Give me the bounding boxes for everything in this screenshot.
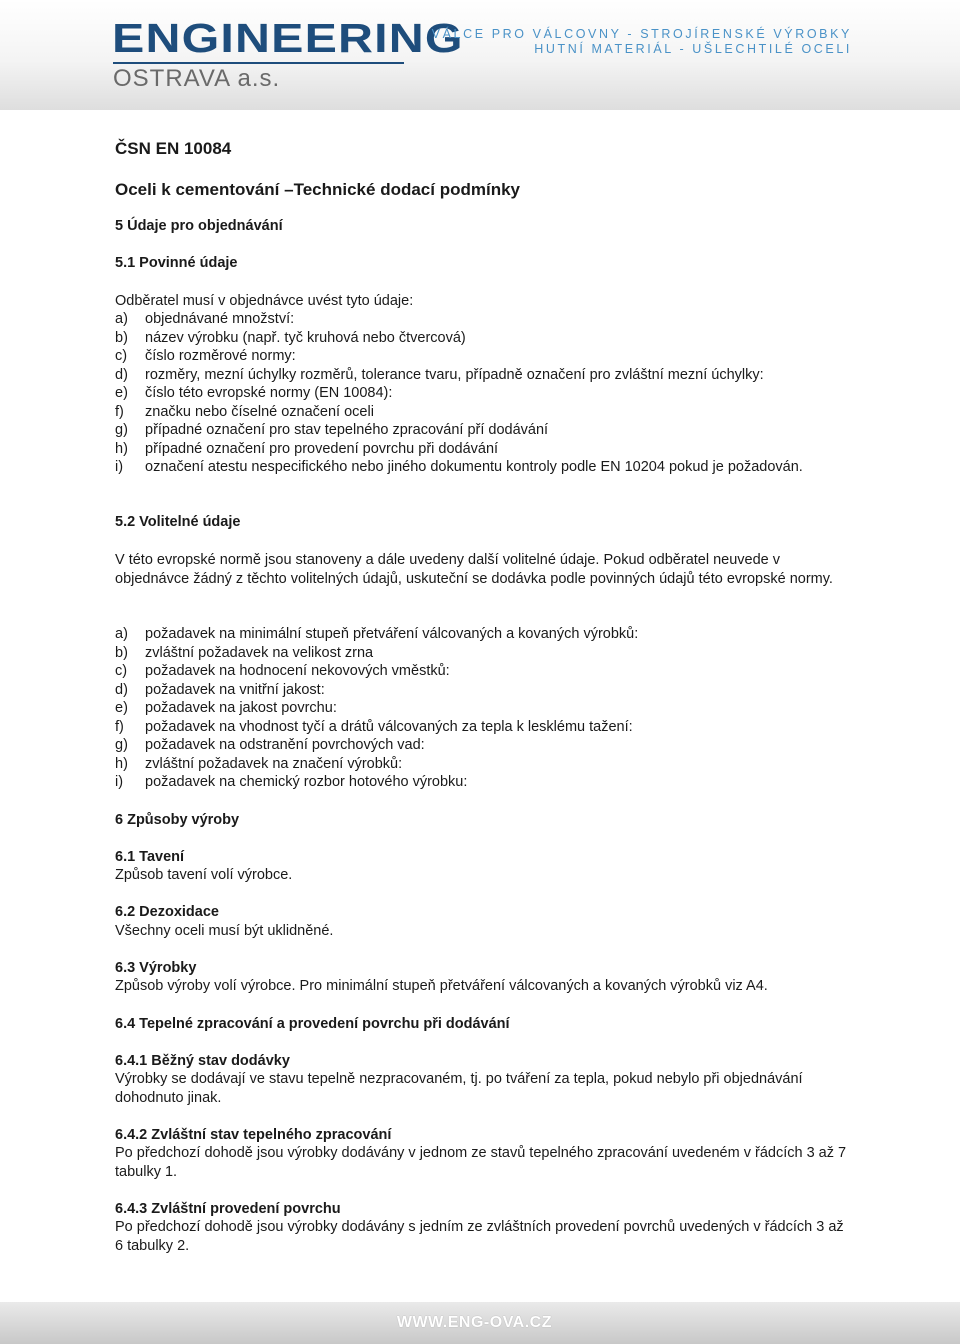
section-6-heading: 6 Způsoby výroby [115, 812, 240, 828]
list-item-marker: g) [115, 422, 128, 438]
page-header [0, 0, 960, 110]
list-item-marker: f) [115, 718, 124, 735]
document-subtitle: Oceli k cementování –Technické dodací podmínky [115, 180, 520, 199]
company-logo-subtitle: OSTRAVA a.s. [113, 65, 281, 92]
section-5-2-text: V této evropské normě jsou stanoveny a dále uvedeny další volitelné údaje. Pokud odběratel neuvede v objednávce žádný z těchto volitelných údajů, uskuteční se dodávka podle povinných údajů této evropské normy. [115, 552, 833, 587]
list-item-marker: a) [115, 626, 128, 642]
list-item-marker: g) [115, 737, 128, 753]
section-5-2-list [115, 625, 855, 792]
list-item-text: číslo této evropské normy (EN 10084): [145, 385, 393, 401]
list-item [115, 421, 855, 440]
list-item-text: případné označení pro stav tepelného zpracování pří dodávání [145, 422, 549, 438]
header-tagline-1: VÁLCE PRO VÁLCOVNY - STROJÍRENSKÉ VÝROBKY [431, 27, 852, 41]
list-item [115, 625, 855, 644]
list-item [115, 384, 855, 403]
section-6-2-heading: 6.2 Dezoxidace [115, 904, 219, 920]
list-item [115, 347, 855, 366]
list-item-marker: d) [115, 681, 128, 698]
section-6-1-heading: 6.1 Tavení [115, 849, 185, 865]
section-6-4-1-text: Výrobky se dodávají ve stavu tepelně nezpracovaném, tj. po tváření za tepla, pokud nebylo při objednávání dohodnuto jinak. [115, 1071, 803, 1106]
list-item [115, 458, 855, 477]
section-6-1-text: Způsob tavení volí výrobce. [115, 867, 293, 883]
list-item-marker: e) [115, 385, 128, 401]
list-item-text: požadavek na chemický rozbor hotového výrobku: [145, 774, 468, 790]
list-item-text: požadavek na jakost povrchu: [145, 700, 337, 716]
list-item [115, 403, 855, 422]
list-item-text: označení atestu nespecifického nebo jiného dokumentu kontroly podle EN 10204 pokud je požadován. [145, 459, 803, 475]
list-item [115, 310, 855, 329]
header-tagline-2: HUTNÍ MATERIÁL - UŠLECHTILÉ OCELI [534, 42, 852, 56]
list-item-text: požadavek na odstranění povrchových vad: [145, 737, 425, 753]
list-item-marker: f) [115, 403, 124, 420]
list-item [115, 773, 855, 792]
list-item-marker: a) [115, 311, 128, 327]
list-item [115, 681, 855, 700]
page-footer [0, 1302, 960, 1344]
section-6-4-2-heading: 6.4.2 Zvláštní stav tepelného zpracování [115, 1127, 392, 1143]
list-item-text: zvláštní požadavek na velikost zrna [145, 644, 374, 661]
section-5-1-list [115, 310, 855, 477]
section-6-3-heading: 6.3 Výrobky [115, 960, 197, 976]
document-standard-title: ČSN EN 10084 [115, 139, 232, 158]
list-item-marker: h) [115, 440, 128, 457]
list-item [115, 366, 855, 385]
list-item-marker: c) [115, 663, 128, 679]
list-item-text: číslo rozměrové normy: [145, 348, 296, 364]
list-item-text: značku nebo číselné označení oceli [145, 403, 374, 420]
section-5-1-intro: Odběratel musí v objednávce uvést tyto údaje: [115, 293, 414, 309]
list-item-text: požadavek na minimální stupeň přetváření válcovaných a kovaných výrobků: [145, 626, 639, 642]
list-item-text: zvláštní požadavek na značení výrobků: [145, 755, 403, 772]
list-item-text: požadavek na vnitřní jakost: [145, 681, 325, 698]
section-6-4-heading: 6.4 Tepelné zpracování a provedení povrchu při dodávání [115, 1016, 510, 1032]
list-item-text: požadavek na vhodnost tyčí a drátů válcovaných za tepla k lesklému tažení: [145, 718, 633, 735]
list-item [115, 699, 855, 718]
section-6-4-3-heading: 6.4.3 Zvláštní provedení povrchu [115, 1201, 341, 1217]
section-6-4-2-text: Po předchozí dohodě jsou výrobky dodávány v jednom ze stavů tepelného zpracování uvedeném v řádcích 3 až 7 tabulky 1. [115, 1145, 847, 1180]
section-5-heading: 5 Údaje pro objednávání [115, 218, 283, 234]
list-item [115, 644, 855, 663]
list-item-marker: c) [115, 348, 128, 364]
list-item-text: případné označení pro provedení povrchu při dodávání [145, 440, 499, 457]
company-logo: ENGINEERING [112, 15, 464, 61]
website-url: WWW.ENG-OVA.CZ [396, 1314, 552, 1331]
section-6-2-text: Všechny oceli musí být uklidněné. [115, 923, 334, 939]
list-item-text: rozměry, mezní úchylky rozměrů, tolerance tvaru, případně označení pro zvláštní mezní úchylky: [145, 366, 764, 383]
section-5-2-heading: 5.2 Volitelné údaje [115, 514, 241, 530]
list-item-marker: b) [115, 329, 128, 346]
list-item-marker: b) [115, 644, 128, 661]
list-item [115, 662, 855, 681]
list-item-marker: i) [115, 774, 124, 790]
list-item-text: požadavek na hodnocení nekovových vměstků: [145, 663, 450, 679]
list-item-marker: e) [115, 700, 128, 716]
list-item-text: název výrobku (např. tyč kruhová nebo čtvercová) [145, 329, 466, 346]
list-item-marker: h) [115, 755, 128, 772]
section-5-1-heading: 5.1 Povinné údaje [115, 255, 238, 271]
section-6-4-1-heading: 6.4.1 Běžný stav dodávky [115, 1053, 290, 1069]
section-6-3-text: Způsob výroby volí výrobce. Pro minimální stupeň přetváření válcovaných a kovaných výrobků viz A4. [115, 978, 768, 994]
list-item [115, 736, 855, 755]
list-item [115, 755, 855, 774]
logo-divider [113, 62, 404, 64]
list-item-text: objednávané množství: [145, 311, 295, 327]
list-item-marker: d) [115, 366, 128, 383]
list-item [115, 329, 855, 348]
section-6-4-3-text: Po předchozí dohodě jsou výrobky dodávány s jedním ze zvláštních provedení povrchů uvedených v řádcích 3 až 6 tabulky 2. [115, 1219, 844, 1254]
list-item [115, 440, 855, 459]
list-item-marker: i) [115, 459, 124, 475]
list-item [115, 718, 855, 737]
